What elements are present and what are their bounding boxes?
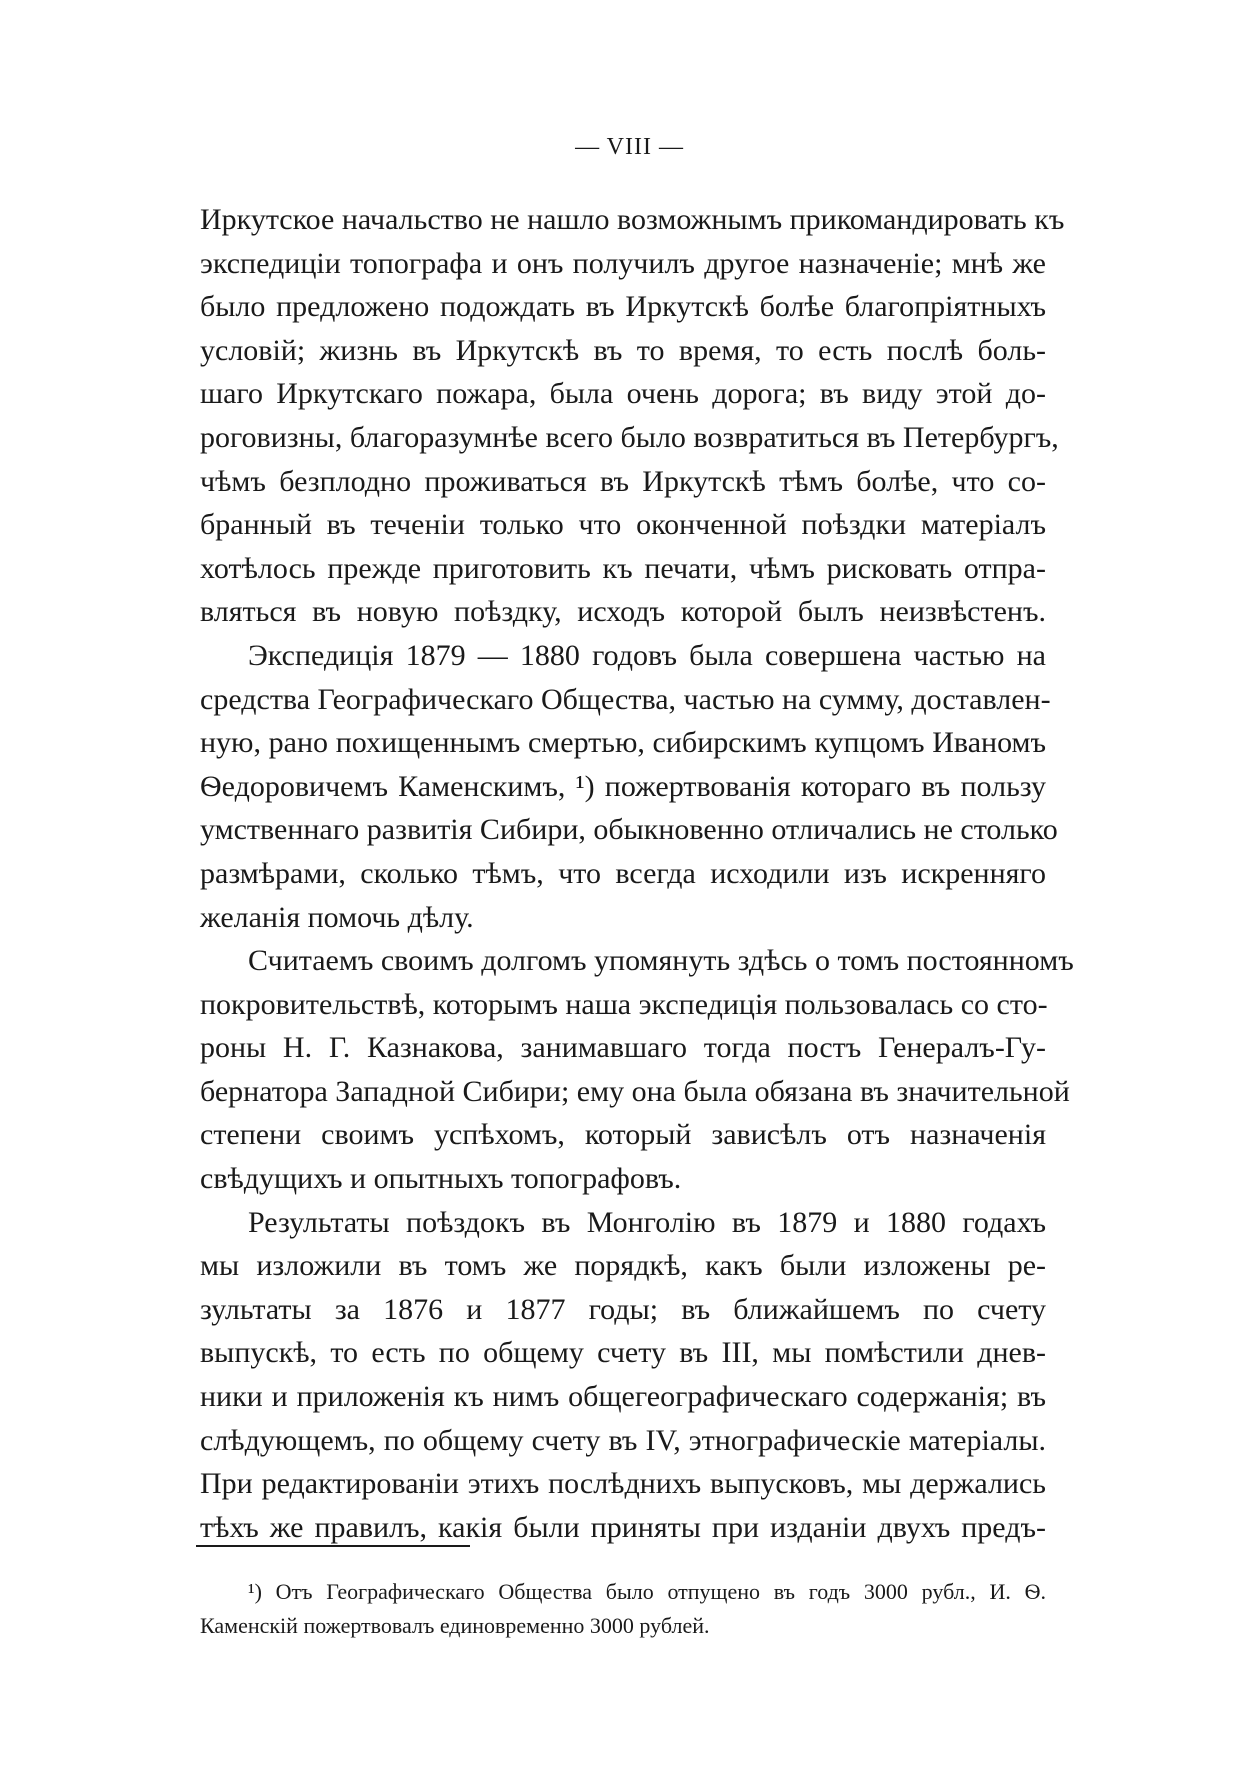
page-number: — VIII — bbox=[575, 134, 684, 160]
text-line: степени своимъ успѣхомъ, который зависѣлъ отъ назначенія bbox=[200, 1118, 1046, 1152]
text-line: свѣдущихъ и опытныхъ топографовъ. bbox=[200, 1162, 682, 1196]
footnote-line: ¹) Отъ Географическаго Общества было отпущено въ годъ 3000 рубл., И. Ѳ. bbox=[248, 1579, 1046, 1604]
text-line: бернатора Западной Сибири; ему она была обязана въ значительной bbox=[200, 1074, 1070, 1108]
text-line: средства Географическаго Общества, частью на сумму, доставлен- bbox=[200, 682, 1051, 716]
text-line: зультаты за 1876 и 1877 годы; въ ближайшемъ по счету bbox=[200, 1292, 1046, 1326]
text-line: бранный въ теченіи только что оконченной поѣздки матеріалъ bbox=[200, 508, 1046, 542]
text-line: Экспедиція 1879 — 1880 годовъ была совершена частью на bbox=[248, 638, 1046, 672]
text-line: Результаты поѣздокъ въ Монголію въ 1879 и 1880 годахъ bbox=[248, 1205, 1046, 1239]
text-line: хотѣлось прежде приготовить къ печати, чѣмъ рисковать отпра- bbox=[200, 551, 1046, 585]
text-line: условій; жизнь въ Иркутскѣ въ то время, то есть послѣ боль- bbox=[200, 333, 1046, 367]
text-line: экспедиціи топографа и онъ получилъ другое назначеніе; мнѣ же bbox=[200, 246, 1046, 280]
text-line: Считаемъ своимъ долгомъ упомянуть здѣсь о томъ постоянномъ bbox=[248, 944, 1074, 978]
text-line: покровительствѣ, которымъ наша экспедиція пользовалась со сто- bbox=[200, 987, 1048, 1021]
text-line: Ѳедоровичемъ Каменскимъ, ¹) пожертвованія котораго въ пользу bbox=[200, 769, 1046, 803]
text-line: тѣхъ же правилъ, какія были приняты при изданіи двухъ предъ- bbox=[200, 1510, 1046, 1544]
text-line: чѣмъ безплодно проживаться въ Иркутскѣ тѣмъ болѣе, что со- bbox=[200, 464, 1046, 498]
body-text bbox=[200, 198, 1074, 1549]
text-line: роговизны, благоразумнѣе всего было возвратиться въ Петербургъ, bbox=[200, 420, 1059, 454]
text-line: Иркутское начальство не нашло возможнымъ прикомандировать къ bbox=[200, 203, 1065, 236]
footnote-divider bbox=[196, 1545, 470, 1547]
text-line: вляться въ новую поѣздку, исходъ которой былъ неизвѣстенъ. bbox=[200, 595, 1046, 629]
text-line: выпускѣ, то есть по общему счету въ III, мы помѣстили днев- bbox=[200, 1336, 1046, 1370]
text-line: мы изложили въ томъ же порядкѣ, какъ были изложены ре- bbox=[200, 1249, 1046, 1283]
text-line: умственнаго развитія Сибири, обыкновенно отличались не столько bbox=[200, 813, 1058, 847]
text-line: слѣдующемъ, по общему счету въ IV, этнографическіе матеріалы. bbox=[200, 1423, 1046, 1457]
text-line: желанія помочь дѣлу. bbox=[200, 900, 474, 934]
text-line: При редактированіи этихъ послѣднихъ выпусковъ, мы держались bbox=[200, 1467, 1046, 1501]
footnote bbox=[200, 1575, 1046, 1643]
footnote-line: Каменскій пожертвовалъ единовременно 3000 рублей. bbox=[200, 1613, 710, 1638]
text-line: ную, рано похищеннымъ смертью, сибирскимъ купцомъ Иваномъ bbox=[200, 726, 1046, 760]
text-line: размѣрами, сколько тѣмъ, что всегда исходили изъ искренняго bbox=[200, 856, 1046, 890]
text-line: ники и приложенія къ нимъ общегеографическаго содержанія; въ bbox=[200, 1380, 1046, 1414]
text-line: шаго Иркутскаго пожара, была очень дорога; въ виду этой до- bbox=[200, 377, 1046, 411]
text-line: было предложено подождать въ Иркутскѣ болѣе благопріятныхъ bbox=[200, 290, 1046, 324]
text-line: роны Н. Г. Казнакова, занимавшаго тогда постъ Генералъ-Гу- bbox=[200, 1031, 1046, 1065]
